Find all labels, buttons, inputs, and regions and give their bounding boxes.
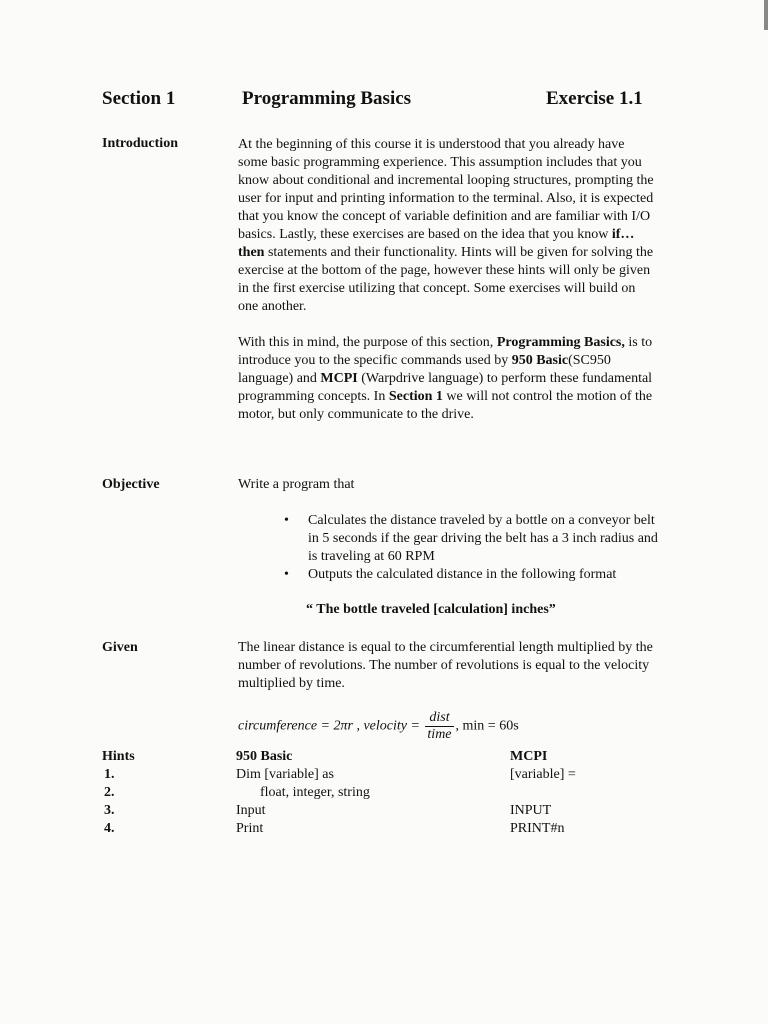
hint-mcpi-item (510, 784, 576, 802)
hint-number: 3. (104, 803, 115, 818)
hint-number: 2. (104, 785, 115, 800)
hints-label: Hints (102, 749, 135, 764)
section-heading: Section 1 (102, 88, 176, 109)
objective-label: Objective (102, 477, 160, 492)
hint-mcpi-item: [variable] = (510, 767, 576, 782)
hint-mcpi-item: INPUT (510, 803, 552, 818)
exercise-number: Exercise 1.1 (546, 88, 643, 109)
hint-number: 4. (104, 821, 115, 836)
hints-mcpi-header: MCPI (510, 749, 548, 764)
scan-edge-mark (764, 0, 768, 30)
hint-number: 1. (104, 767, 115, 782)
objective-bullets (280, 512, 660, 584)
hint-950-item: Dim [variable] as (236, 767, 334, 782)
output-format-quote: “ The bottle traveled [calculation] inches” (306, 602, 556, 617)
bullet-icon: • (284, 567, 289, 582)
hint-numbers (104, 766, 115, 838)
bullet-icon: • (284, 513, 289, 528)
objective-lead: Write a program that (238, 477, 355, 492)
hint-950-item: Print (236, 821, 264, 836)
list-item: • Calculates the distance traveled by a bottle on a conveyor belt in 5 seconds if the gear driving the belt has a 3 inch radius and is traveling at 60 RPM (284, 513, 658, 564)
given-formula: circumference = 2πr , velocity = $\frac{\text{dist}}{\text{time}}$ , min = 60s (238, 710, 519, 742)
hint-mcpi-item: PRINT#n (510, 821, 565, 836)
introduction-text (238, 136, 656, 424)
given-label: Given (102, 640, 138, 655)
hints-950-basic-header: 950 Basic (236, 749, 293, 764)
hint-950-item: Input (236, 803, 266, 818)
introduction-paragraph-1: At the beginning of this course it is understood that you already have some basic programming experience. This assumption includes that you know about conditional and incremental looping structures, prompting the user for input and printing information to the terminal. Also, it is expected that you know the concept of variable definition and are familiar with I/O basics. Lastly, these exercises are based on the idea that you know if…then statements and their functionality. Hints will be given for solving the exercise at the bottom of the page, however these hints will only be given in the first exercise utilizing that concept. Some exercises will build on one another. (238, 137, 654, 314)
hints-950-basic-column (236, 766, 370, 838)
given-text: The linear distance is equal to the circumferential length multiplied by the number of revolutions. The number of revolutions is equal to the velocity multiplied by time. (238, 640, 653, 691)
introduction-paragraph-2: With this in mind, the purpose of this section, Programming Basics, is to introduce you to the specific commands used by 950 Basic(SC950 language) and MCPI (Warpdrive language) to perform these fundamental programming concepts. In Section 1 we will not control the motion of the motor, but only communicate to the drive. (238, 335, 653, 422)
hint-950-item: float, integer, string (260, 785, 370, 800)
page-title: Programming Basics (242, 88, 412, 109)
velocity-fraction: $\frac{\text{dist}}{\text{time}}$ (427, 710, 452, 742)
list-item: • Outputs the calculated distance in the following format (284, 567, 617, 582)
hints-mcpi-column (510, 766, 576, 838)
introduction-label: Introduction (102, 136, 178, 151)
